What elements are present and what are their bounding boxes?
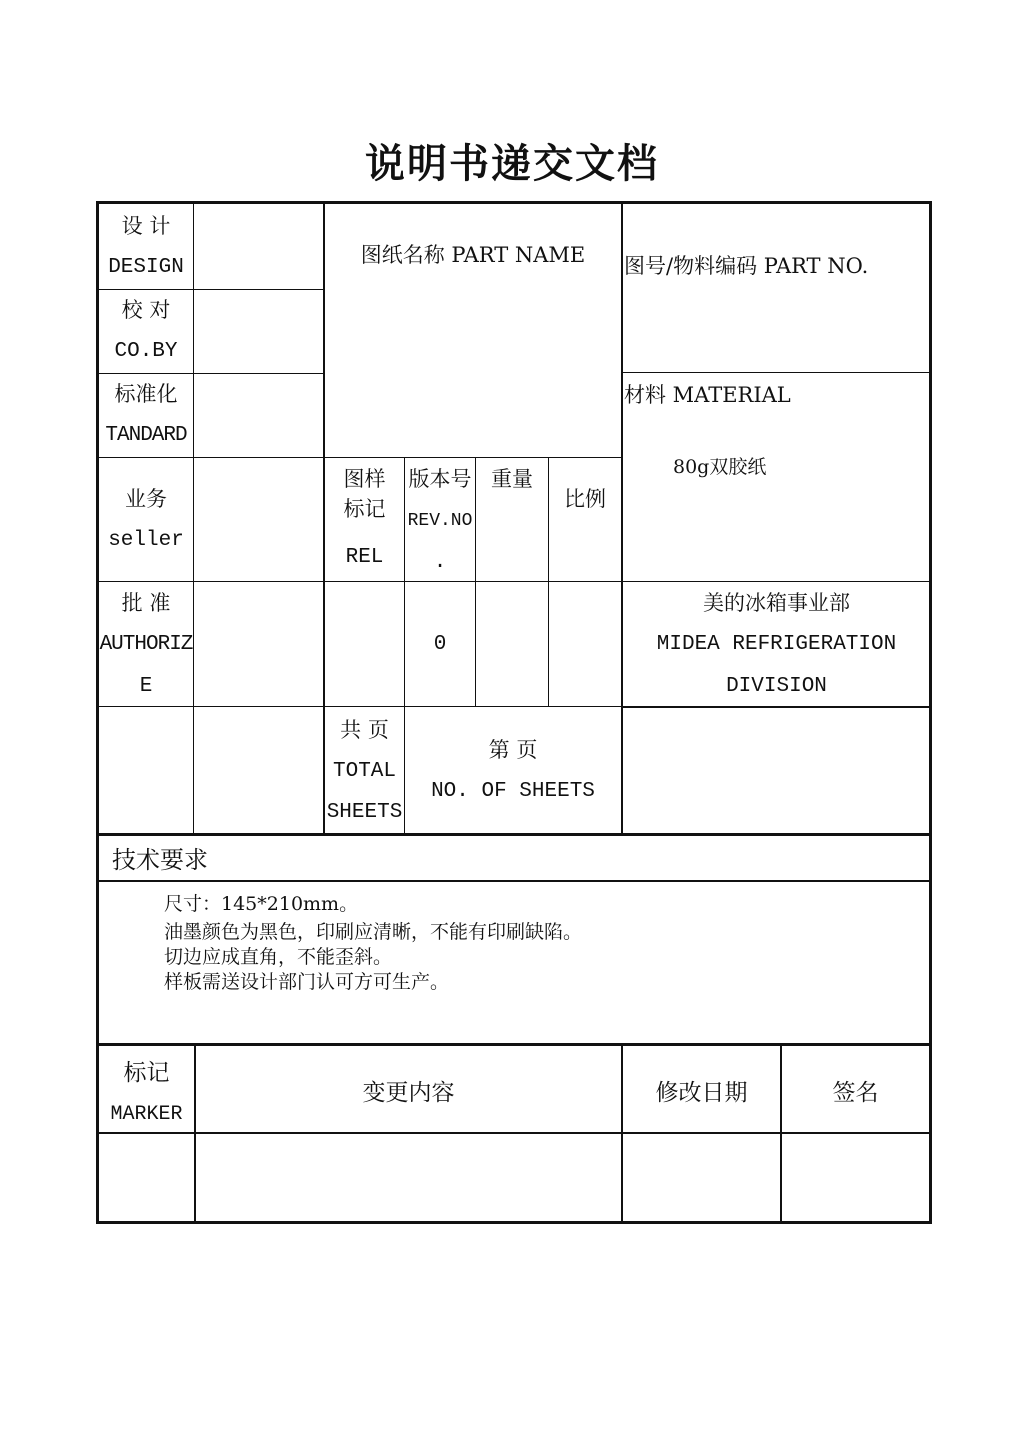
rev-value: 0 (433, 633, 447, 656)
requirement-line: 切边应成直角，不能歪斜。 (164, 946, 393, 968)
sheet-number-en: NO. OF SHEETS (431, 780, 595, 803)
company-name-en-cont: DIVISION (726, 675, 827, 698)
rev-label-en: REV.NO (407, 511, 473, 531)
part-name-label: 图纸名称 PART NAME (360, 243, 586, 267)
scale-label: 比例 (564, 487, 606, 511)
weight-label: 重量 (491, 467, 533, 491)
material-value: 80g双胶纸 (673, 456, 767, 478)
revision-date-header: 修改日期 (655, 1080, 748, 1106)
sample-mark-en: REL (345, 546, 384, 569)
seller-label-en: seller (108, 529, 184, 552)
sample-mark-cn-2: 标记 (343, 497, 386, 521)
design-label-cn: 设 计 (121, 214, 171, 238)
check-label-cn: 校 对 (121, 298, 171, 322)
company-name-en: MIDEA REFRIGERATION (656, 633, 897, 656)
standard-label-en: TANDARD (105, 424, 187, 447)
total-sheets-en-cont: SHEETS (326, 801, 403, 824)
seller-label-cn: 业务 (125, 487, 167, 511)
standard-label-cn: 标准化 (114, 382, 178, 406)
marker-label-en: MARKER (110, 1103, 183, 1126)
part-no-label: 图号/物料编码 PART NO. (624, 254, 869, 278)
sample-mark-cn-1: 图样 (343, 467, 386, 491)
requirement-line: 样板需送设计部门认可方可生产。 (164, 971, 450, 993)
material-label: 材料 MATERIAL (624, 383, 791, 407)
approve-label-en: AUTHORIZ (99, 633, 193, 656)
signature-header: 签名 (832, 1080, 879, 1106)
page-title: 说明书递交文档 (365, 141, 659, 187)
requirement-line: 油墨颜色为黑色，印刷应清晰，不能有印刷缺陷。 (164, 921, 583, 943)
design-label-en: DESIGN (108, 256, 184, 279)
rev-label-cn: 版本号 (408, 467, 472, 491)
requirements-heading: 技术要求 (112, 846, 208, 874)
rev-label-en-cont: . (433, 551, 447, 574)
total-sheets-en: TOTAL (332, 760, 396, 783)
company-name-cn: 美的冰箱事业部 (703, 591, 850, 615)
marker-label-cn: 标记 (123, 1060, 170, 1086)
check-label-en: CO.BY (114, 340, 178, 363)
approve-label-en-cont: E (139, 675, 153, 698)
change-content-header: 变更内容 (362, 1080, 455, 1106)
sheet-number-cn: 第 页 (488, 738, 538, 762)
requirement-line: 尺寸：145*210mm。 (164, 893, 359, 915)
approve-label-cn: 批 准 (121, 591, 171, 615)
total-sheets-cn: 共 页 (340, 718, 389, 742)
